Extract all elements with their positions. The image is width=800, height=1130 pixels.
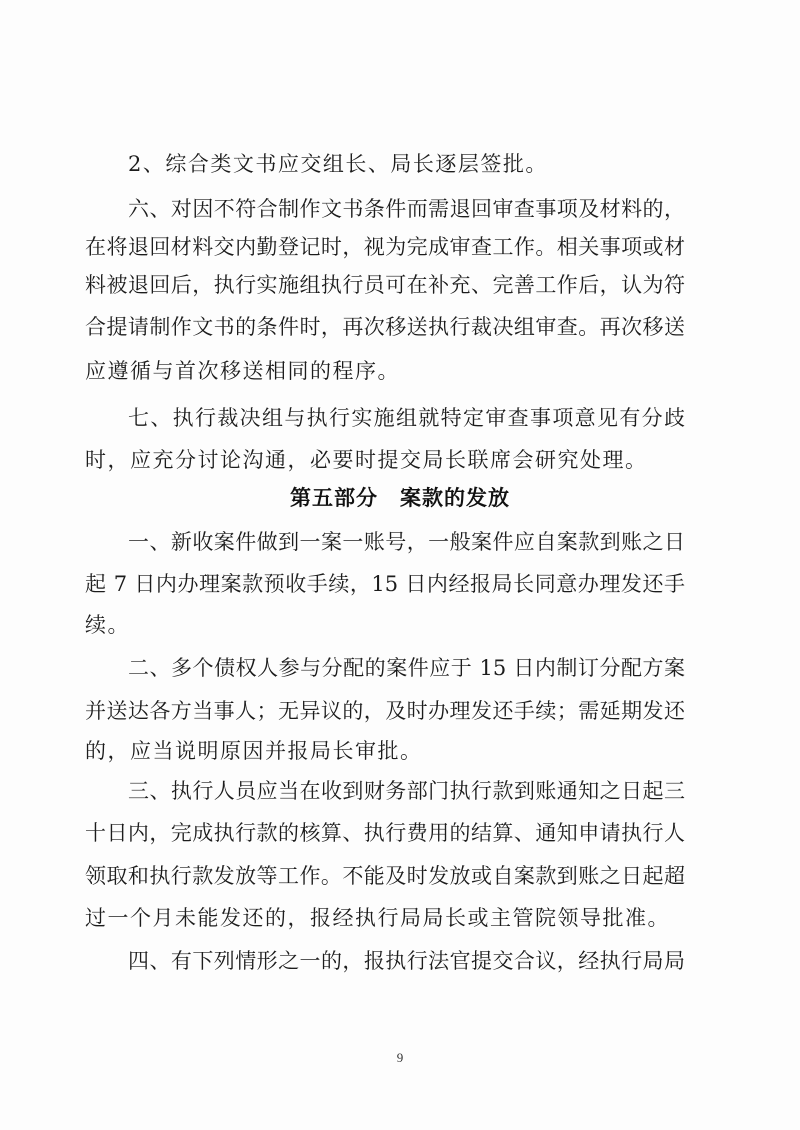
paragraph-line: 时，应充分讨论沟通，必要时提交局长联席会研究处理。 [85, 448, 648, 472]
paragraph-line: 过一个月未能发还的，报经执行局局长或主管院领导批准。 [85, 906, 670, 930]
section-heading: 第五部分 案款的发放 [290, 486, 510, 510]
paragraph-line: 二、多个债权人参与分配的案件应于 15 日内制订分配方案 [128, 656, 685, 680]
page-number: 9 [396, 1050, 404, 1065]
paragraph-line: 三、执行人员应当在收到财务部门执行款到账通知之日起三 [128, 779, 685, 803]
paragraph-line: 起 7 日内办理案款预收手续，15 日内经报局长同意办理发还手 [85, 572, 685, 596]
paragraph-line: 领取和执行款发放等工作。不能及时发放或自案款到账之日起超 [85, 864, 685, 888]
paragraph-line: 续。 [85, 613, 130, 637]
paragraph-line: 的，应当说明原因并报局长审批。 [85, 739, 423, 763]
paragraph-line: 料被退回后，执行实施组执行员可在补充、完善工作后，认为符 [85, 273, 685, 297]
paragraph-line: 并送达各方当事人；无异议的，及时办理发还手续；需延期发还 [85, 699, 685, 723]
paragraph-line: 在将退回材料交内勤登记时，视为完成审查工作。相关事项或材 [85, 235, 685, 259]
paragraph-line: 一、新收案件做到一案一账号，一般案件应自案款到账之日 [128, 530, 685, 554]
paragraph-line: 十日内，完成执行款的核算、执行费用的结算、通知申请执行人 [85, 821, 685, 845]
paragraph-line: 六、对因不符合制作文书条件而需退回审查事项及材料的， [128, 197, 685, 221]
paragraph-line: 合提请制作文书的条件时，再次移送执行裁决组审查。再次移送 [85, 315, 685, 339]
paragraph-line: 四、有下列情形之一的，报执行法官提交合议，经执行局局 [128, 949, 685, 973]
paragraph-line: 2、综合类文书应交组长、局长逐层签批。 [128, 152, 548, 176]
paragraph-line: 应遵循与首次移送相同的程序。 [85, 359, 400, 383]
paragraph-line: 七、执行裁决组与执行实施组就特定审查事项意见有分歧 [128, 406, 685, 430]
